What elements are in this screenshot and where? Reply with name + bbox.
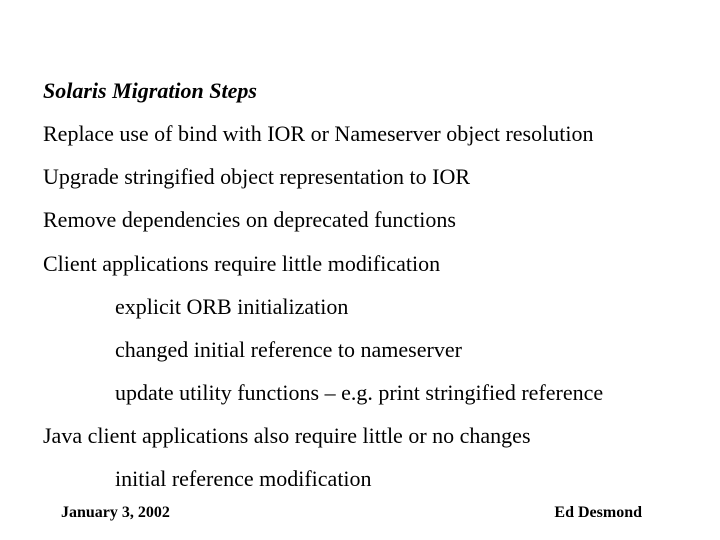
- sub-bullet-line-1: explicit ORB initialization: [115, 294, 349, 319]
- bullet-line-5: Java client applications also require little or no changes: [43, 423, 531, 448]
- footer-date: January 3, 2002: [61, 504, 170, 521]
- bullet-line-2: Upgrade stringified object representation to IOR: [43, 164, 471, 189]
- bullet-line-1: Replace use of bind with IOR or Nameserver object resolution: [43, 121, 594, 146]
- footer-author: Ed Desmond: [554, 504, 642, 521]
- bullet-line-3: Remove dependencies on deprecated functions: [43, 207, 456, 232]
- bullet-line-4: Client applications require little modification: [43, 251, 441, 276]
- sub-bullet-line-3: update utility functions – e.g. print stringified reference: [115, 380, 604, 405]
- sub-bullet-line-4: initial reference modification: [115, 466, 372, 491]
- slide-title: Solaris Migration Steps: [43, 78, 257, 103]
- sub-bullet-line-2: changed initial reference to nameserver: [115, 337, 462, 362]
